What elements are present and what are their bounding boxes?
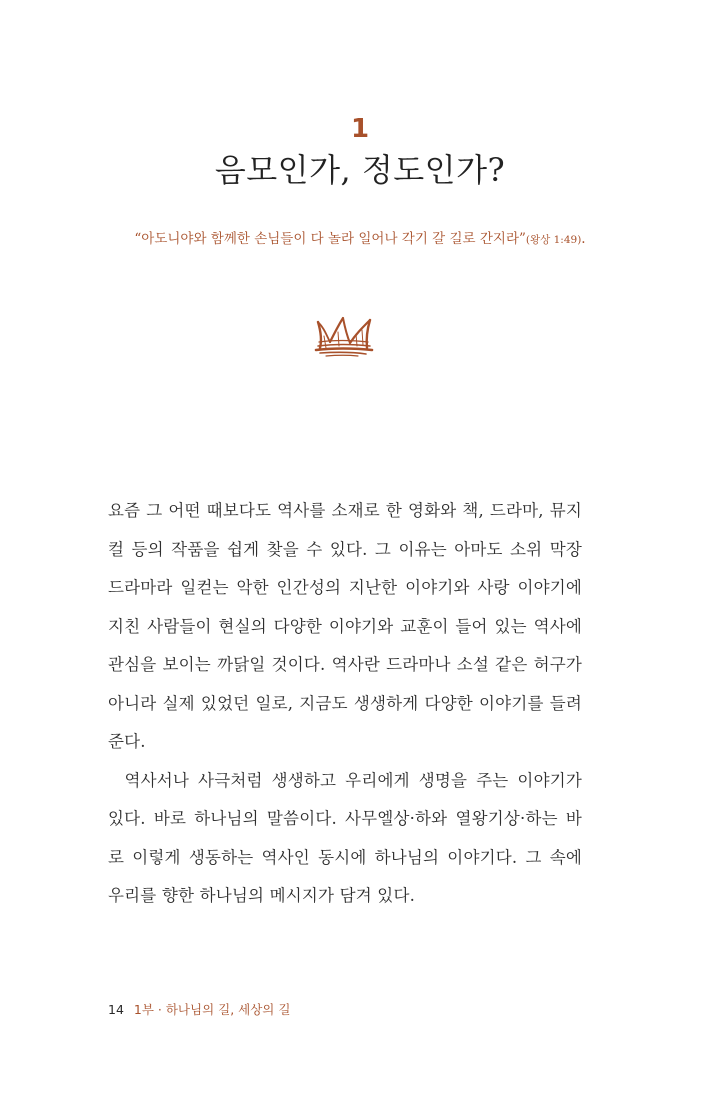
page-footer [108,1000,290,1020]
body-text [108,492,582,916]
body-paragraph: 요즘 그 어떤 때보다도 역사를 소재로 한 영화와 책, 드라마, 뮤지컬 등의 작품을 쉽게 찾을 수 있다. 그 이유는 아마도 소위 막장 드라마라 일컫는 악한 인간성의 지난한 이야기와 사랑 이야기에 지친 사람들이 현실의 다양한 이야기와 교훈이 들어 있는 역사에 관심을 보이는 까닭일 것이다. 역사란 드라마나 소설 같은 허구가 아니라 실제 있었던 일로, 지금도 생생하게 다양한 이야기를 들려준다. [108,501,582,751]
chapter-title: 음모인가, 정도인가? [214,151,506,189]
chapter-number: 1 [350,114,370,144]
epigraph-quote: “아도니야와 함께한 손님들이 다 놀라 일어나 각기 갈 길로 간지라” [134,231,526,247]
body-paragraph: 역사서나 사극처럼 생생하고 우리에게 생명을 주는 이야기가 있다. 바로 하나님의 말씀이다. 사무엘상·하와 열왕기상·하는 바로 이렇게 생동하는 역사인 동시에 하나님의 이야기다. 그 속에 우리를 향한 하나님의 메시지가 담겨 있다. [108,770,582,905]
epigraph [0,228,720,251]
epigraph-reference: (왕상 1:49) [525,234,582,246]
epigraph-period: . [581,231,586,247]
page-number: 14 [108,1002,124,1017]
part-label: 1부 · 하나님의 길, 세상의 길 [133,1002,291,1017]
crown-icon [312,312,376,360]
